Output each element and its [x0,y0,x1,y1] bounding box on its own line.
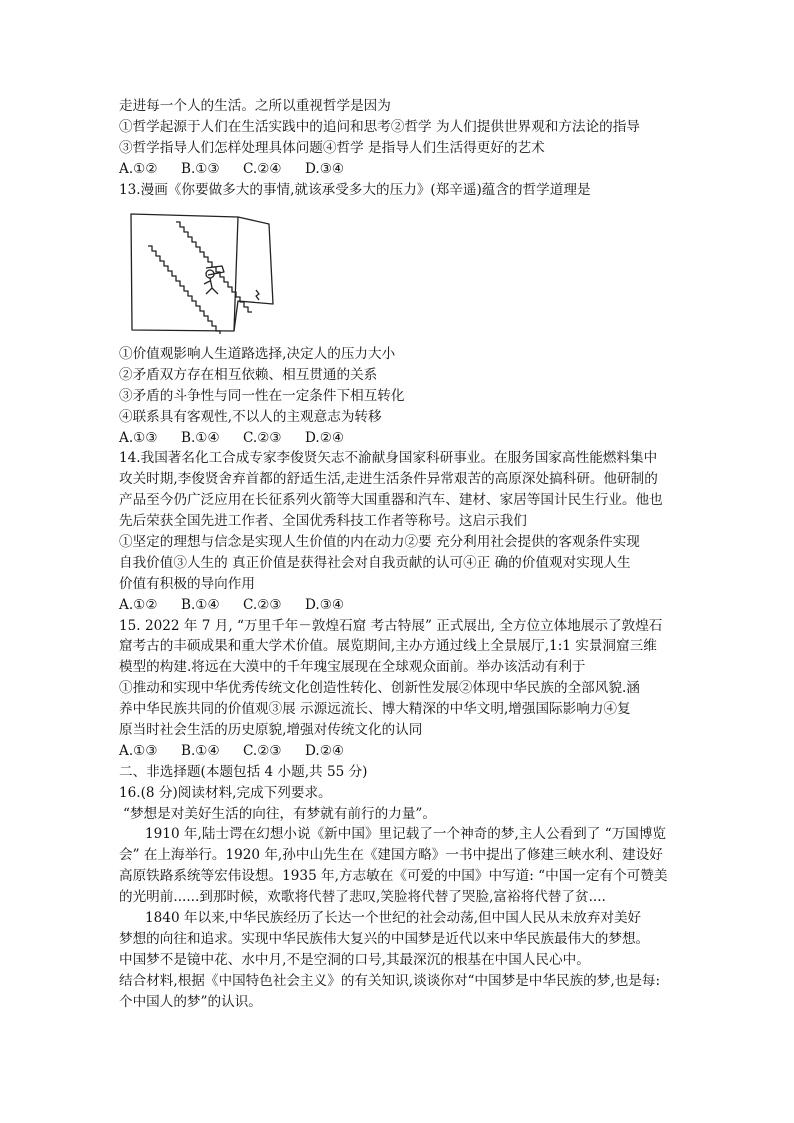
q14-statement-line: 自我价值③人生的 真正价值是获得社会对自我贡献的认可④正 确的价值观对实现人生 [119,554,631,571]
q14-statement-line: 价值有积极的导向作用 [119,575,255,592]
q15-choices [119,741,719,762]
choice-a: A.①② [119,596,158,613]
upper-text-block [119,96,719,200]
q16-quote: “梦想是对美好生活的向往，有梦就有前行的力量”。 [123,805,436,822]
q16-paragraph-line: 会” 在上海举行。1920 年,孙中山先生在《建国方略》一书中提出了修建三峡水利、建设好 [119,847,663,864]
q15-statement-line: ①推动和实现中华优秀传统文化创造性转化、创新性发展②体现中华民族的全部风貌.涵 [119,680,640,697]
q15-statement-line: 原当时社会生活的历史原貌,增强对传统文化的认同 [119,722,423,739]
q16-task-line: 结合材料,根据《中国特色社会主义》的有关知识,谈谈你对“中国梦是中华民族的梦,也是每: [119,972,661,989]
choice-d: D.②④ [305,429,345,446]
choice-c: C.②③ [243,742,282,759]
q16-paragraph-line: 梦想的向往和追求。实现中华民族伟大复兴的中国梦是近代以来中华民族最伟大的梦想。 [119,930,650,947]
q14-stem-line: 先后荣获全国先进工作者、全国优秀科技工作者等称号。这启示我们 [119,513,527,530]
q12-choices [119,159,719,180]
q14-stem-line: 14.我国著名化工合成专家李俊贤矢志不渝献身国家科研事业。在服务国家高性能燃料集中 [119,450,658,467]
q16-stem: 16.(8 分)阅读材料,完成下列要求。 [119,784,332,801]
q13-choices [119,428,719,449]
q16-paragraph-line: 高原铁路系统等宏伟设想。1935 年,方志敏在《可爱的中国》中写道: “中国一定有个可赞美 [119,868,668,885]
q14-stem-line: 攻关时期,李俊贤舍弃首都的舒适生活,走进生活条件异常艰苦的高原深处搞科研。他研制的 [119,471,658,488]
choice-a: A.①③ [119,742,158,759]
q15-stem-line: 窟考古的丰硕成果和重大学术价值。展览期间,主办方通过线上全景展厅,1:1 实景洞窟三维 [119,638,657,655]
q16-paragraph-line: 中国梦不是镜中花、水中月,不是空洞的口号,其最深沉的根基在中国人民心中。 [119,951,590,968]
choice-b: B.①④ [181,742,220,759]
choice-a: A.①② [119,160,158,177]
q16-paragraph-line: 1840 年以来,中华民族经历了长达一个世纪的社会动荡,但中国人民从未放弃对美好 [145,910,642,927]
cartoon-image [126,208,276,334]
q13-statement: ①价值观影响人生道路选择,决定人的压力大小 [119,346,396,362]
q14-stem-line: 产品至今仍广泛应用在长征系列火箭等大国重器和汽车、建材、家居等国计民生行业。他也 [119,492,663,509]
q16-paragraph-line: 的光明前......到那时候，欢歌将代替了悲叹,笑脸将代替了哭脸,富裕将代替了贫.... [119,889,606,906]
choice-c: C.②③ [243,596,282,613]
choice-a: A.①③ [119,429,158,446]
choice-d: D.②④ [305,742,345,759]
choice-b: B.①③ [181,160,220,177]
choice-c: C.②③ [243,429,282,446]
q16-paragraph-line: 1910 年,陆士谔在幻想小说《新中国》里记载了一个神奇的梦,主人公看到了 “万国博览 [145,826,667,843]
choice-c: C.②④ [243,160,282,177]
choice-b: B.①④ [181,596,220,613]
q16-task-line: 个中国人的梦”的认识。 [119,993,262,1010]
q15-stem-line: 15. 2022 年 7 月, “万里千年－敦煌石窟 考古特展” 正式展出, 全方位立体地展示了敦煌石 [119,617,663,634]
q12-statement-line: ③哲学指导人们怎样处理具体问题④哲学 是指导人们生活得更好的艺术 [119,139,545,156]
q14-statement-line: ①坚定的理想与信念是实现人生价值的内在动力②要 充分利用社会提供的客观条件实现 [119,534,640,551]
q13-statement: ③矛盾的斗争性与同一性在一定条件下相互转化 [119,387,405,404]
q15-stem-line: 模型的构建.将远在大漠中的千年瑰宝展现在全球观众面前。举办该活动有利于 [119,659,586,676]
lower-text-block [119,344,719,1013]
choice-d: D.③④ [305,160,345,177]
section-heading: 二、非选择题(本题包括 4 小题,共 55 分) [119,763,368,780]
q13-statement: ④联系具有客观性,不以人的主观意志为转移 [119,408,382,425]
q13-stem: 13.漫画《你要做多大的事情,就该承受多大的压力》(郑辛遥)蕴含的哲学道理是 [119,181,591,198]
choice-d: D.③④ [305,596,345,613]
q15-statement-line: 养中华民族共同的价值观③展 示源远流长、博大精深的中华文明,增强国际影响力④复 [119,701,631,718]
q13-statement: ②矛盾双方存在相互依赖、相互贯通的关系 [119,366,378,383]
q12-statement-line: ①哲学起源于人们在生活实践中的追问和思考②哲学 为人们提供世界观和方法论的指导 [119,118,640,135]
choice-b: B.①④ [181,429,220,446]
q14-choices [119,595,719,616]
q12-stem-tail: 走进每一个人的生活。之所以重视哲学是因为 [119,98,391,114]
